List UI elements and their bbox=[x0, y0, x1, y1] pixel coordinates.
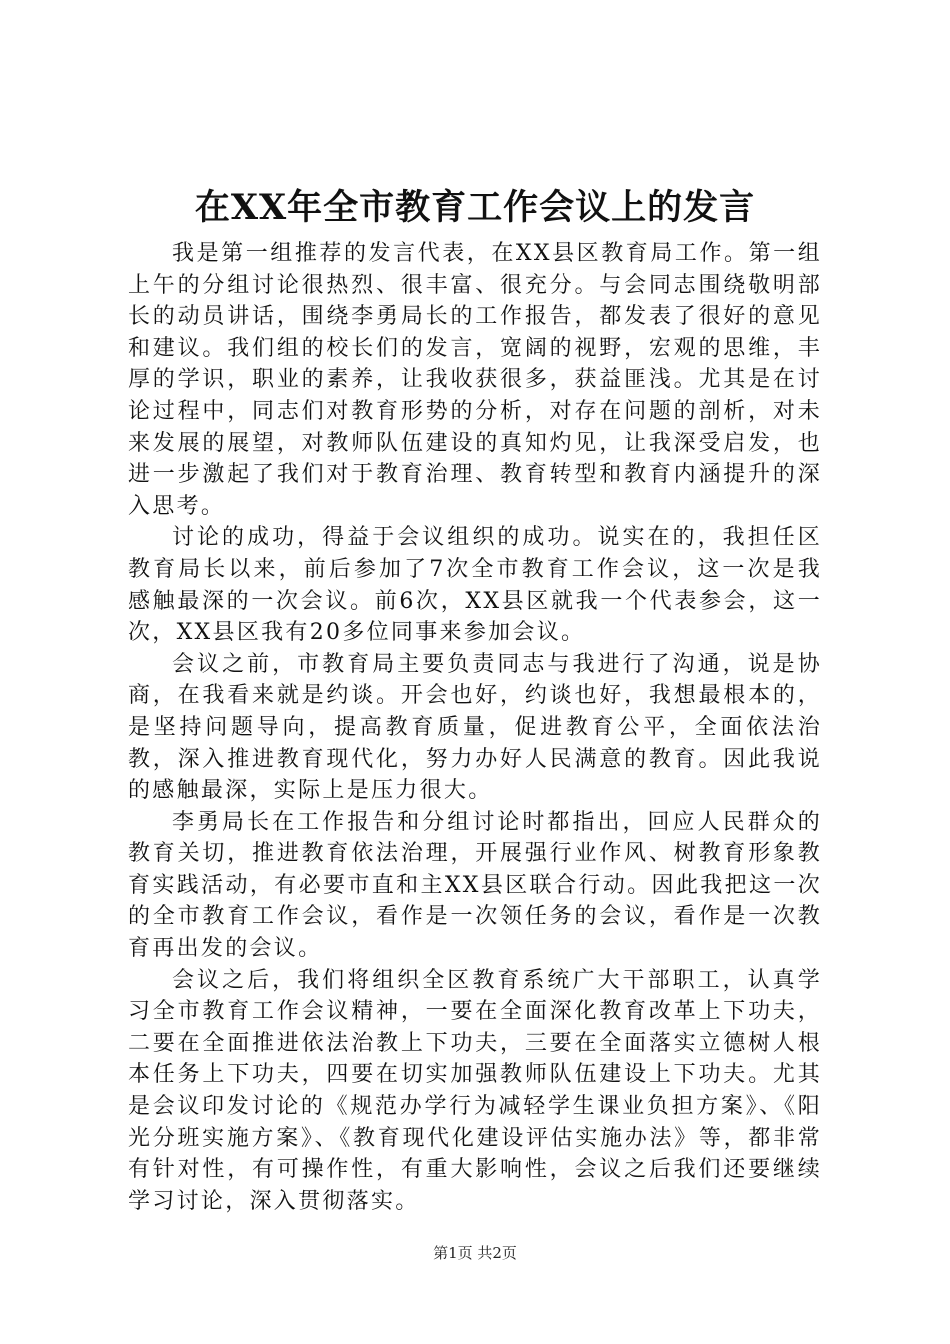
paragraph-5: 会议之后，我们将组织全区教育系统广大干部职工，认真学习全市教育工作会议精神，一要在全面深化教育改革上下功夫，二要在全面推进依法治教上下功夫，三要在全面落实立德树人根本任务上下功夫，四要在切实加强教师队伍建设上下功夫。尤其是会议印发讨论的《规范办学行为减轻学生课业负担方案》、《阳光分班实施方案》、《教育现代化建设评估实施办法》等，都非常有针对性，有可操作性，有重大影响性，会议之后我们还要继续学习讨论，深入贯彻落实。 bbox=[128, 967, 822, 1214]
document-body bbox=[128, 238, 822, 1217]
page-footer: 第1页 共2页 bbox=[433, 1244, 517, 1262]
paragraph-1: 我是第一组推荐的发言代表，在XX县区教育局工作。第一组上午的分组讨论很热烈、很丰富、很充分。与会同志围绕敬明部长的动员讲话，围绕李勇局长的工作报告，都发表了很好的意见和建议。我们组的校长们的发言，宽阔的视野，宏观的思维，丰厚的学识，职业的素养，让我收获很多，获益匪浅。尤其是在讨论过程中，同志们对教育形势的分析，对存在问题的剖析，对未来发展的展望，对教师队伍建设的真知灼见，让我深受启发，也进一步激起了我们对于教育治理、教育转型和教育内涵提升的深入思考。 bbox=[128, 241, 822, 519]
document-title: 在XX年全市教育工作会议上的发言 bbox=[194, 187, 756, 228]
paragraph-2: 讨论的成功，得益于会议组织的成功。说实在的，我担任区教育局长以来，前后参加了7次全市教育工作会议，这一次是我感触最深的一次会议。前6次，XX县区就我一个代表参会，这一次，XX县区我有20多位同事来参加会议。 bbox=[128, 525, 822, 646]
paragraph-3: 会议之前，市教育局主要负责同志与我进行了沟通，说是协商，在我看来就是约谈。开会也好，约谈也好，我想最根本的，是坚持问题导向，提高教育质量，促进教育公平，全面依法治教，深入推进教育现代化，努力办好人民满意的教育。因此我说的感触最深，实际上是压力很大。 bbox=[128, 651, 822, 804]
paragraph-4: 李勇局长在工作报告和分组讨论时都指出，回应人民群众的教育关切，推进教育依法治理，开展强行业作风、树教育形象教育实践活动，有必要市直和主XX县区联合行动。因此我把这一次的全市教育工作会议，看作是一次领任务的会议，看作是一次教育再出发的会议。 bbox=[128, 809, 822, 962]
